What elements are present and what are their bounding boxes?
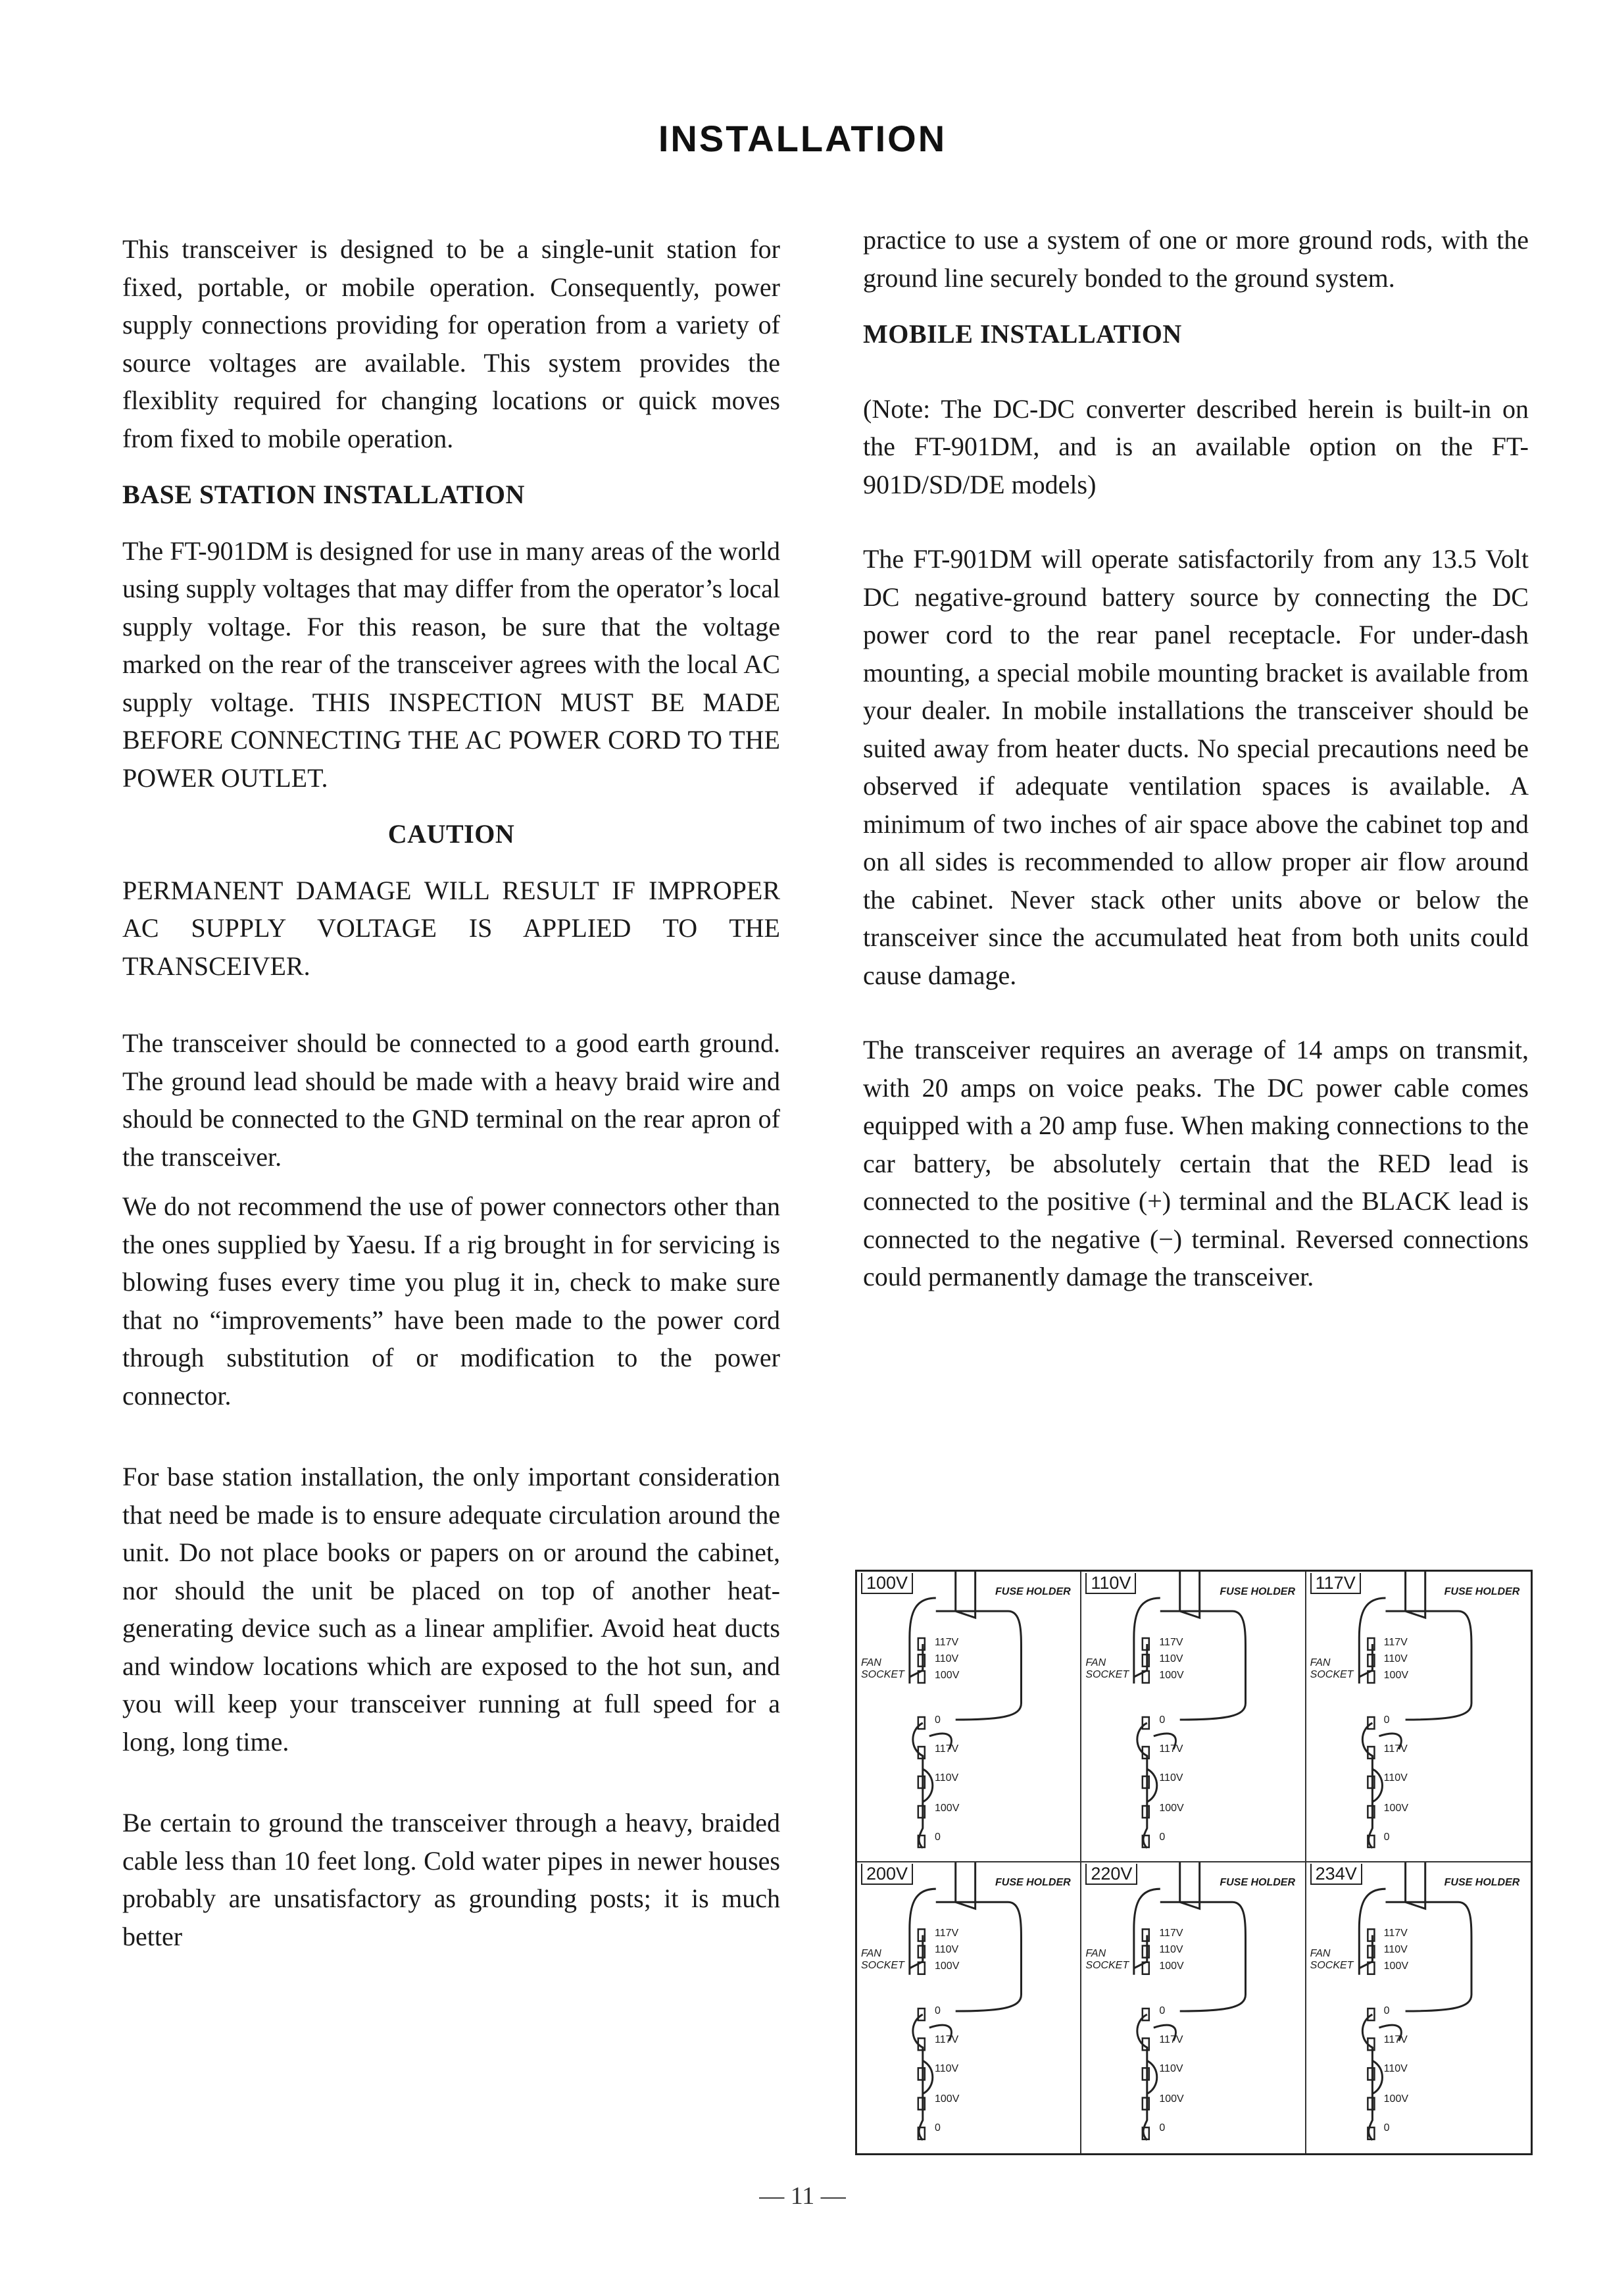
tap-label: 100V [935, 1803, 960, 1814]
tap-label: 117V [1383, 1637, 1408, 1648]
wiring-sketch [857, 1862, 1080, 2153]
circulation-paragraph: For base station installation, the only important consideration that need be made is to ensure adequate circulation around the unit. Do not place books or papers on or around the cabinet, nor should the unit be placed on top of another heat-generating device such as a linear amplifier. Avoid heat ducts and window locations which are exposed to the hot sun, and you will keep your transceiver running at full speed for a long, long time. [122, 1462, 780, 1757]
wiring-sketch [1306, 1572, 1531, 1861]
current-requirements-paragraph: The transceiver requires an average of 14 amps on transmit, with 20 amps on voice peaks. The DC power cable comes equipped with a 20 amp fuse. When making connections to the car battery, be absolutely certain that the RED lead is connected to the positive (+) terminal and the BLACK lead is connected to the negative (−) terminal. Reversed connections could permanently damage the transceiver. [863, 1035, 1529, 1291]
tap-label: 100V [935, 1960, 960, 1972]
fan-socket-label: FAN SOCKET [1085, 1657, 1129, 1680]
tap-terminal [1143, 1929, 1149, 1941]
fan-socket-label: FAN SOCKET [861, 1657, 904, 1680]
tap-terminal [1143, 2068, 1149, 2080]
mobile-installation-heading: MOBILE INSTALLATION [863, 319, 1182, 349]
tap-label: 110V [1383, 1653, 1408, 1664]
wire-3 [1134, 1644, 1147, 1677]
tap-label: 110V [1159, 1772, 1183, 1784]
tap-terminal [1143, 1776, 1149, 1788]
wiring-panel-100v [857, 1572, 1081, 1862]
fan-socket-label: FAN SOCKET [1310, 1948, 1354, 1971]
tap-terminal [1143, 2098, 1149, 2110]
tap-label: 110V [1159, 1653, 1183, 1664]
tap-label: 0 [935, 2122, 941, 2134]
ground-paragraph: The transceiver should be connected to a good earth ground. The ground lead should be made with a heavy braid wire and should be connected to the GND terminal on the rear apron of the transceiver. [122, 1028, 780, 1172]
tap-label: 0 [1383, 2122, 1390, 2134]
caution-heading: CAUTION [387, 819, 515, 849]
tap-label: 0 [1159, 1714, 1166, 1726]
tap-label: 110V [1383, 1944, 1408, 1955]
fan-socket-label: FAN SOCKET [1085, 1948, 1129, 1971]
tap-label: 0 [1159, 1832, 1166, 1843]
tap-label: 117V [935, 1928, 959, 1939]
tap-label: 0 [1159, 2122, 1166, 2134]
tap-label: 110V [935, 1772, 959, 1784]
tap-label: 110V [935, 1944, 959, 1955]
tap-label: 100V [1383, 1670, 1409, 1681]
tap-label: 100V [935, 2093, 960, 2105]
wire-2 [1160, 1611, 1246, 1720]
tap-label: 0 [935, 2005, 941, 2016]
base-station-heading: BASE STATION INSTALLATION [122, 480, 525, 509]
tap-label: 0 [1383, 2005, 1390, 2016]
page-number: — 11 — [759, 2182, 846, 2210]
tap-label: 117V [1159, 1743, 1183, 1755]
tap-label: 100V [1159, 1960, 1184, 1972]
base-station-paragraph: The FT-901DM is designed for use in many areas of the world using supply voltages that may differ from the operator’s local supply voltage. For this reason, be sure that the voltage marked on the rear of the transceiver agrees with the local AC supply voltage. THIS INSPECTION MUST BE MADE BEFORE CONNECTING THE AC POWER CORD TO THE POWER OUTLET. [122, 536, 780, 793]
ground-rods-paragraph: practice to use a system of one or more ground rods, with the ground line securely bonded to the ground system. [863, 225, 1529, 293]
voltage-label: 110V [1085, 1573, 1136, 1594]
wire-3 [1134, 1935, 1147, 1968]
tap-label: 100V [1383, 2093, 1409, 2105]
tap-label: 110V [1159, 2063, 1183, 2074]
wire-2 [1385, 1611, 1471, 1720]
tap-label: 0 [935, 1714, 941, 1726]
fuse-holder-label: FUSE HOLDER [995, 1586, 1071, 1597]
tap-terminal [918, 2098, 925, 2110]
tap-label: 117V [935, 1637, 959, 1648]
tap-label: 100V [1159, 2093, 1184, 2105]
voltage-label: 117V [1310, 1573, 1361, 1594]
wire-2 [1160, 1902, 1246, 2011]
wiring-panel-220v [1081, 1862, 1306, 2153]
tap-label: 100V [1383, 1803, 1409, 1814]
caution-text: PERMANENT DAMAGE WILL RESULT IF IMPROPER AC SUPPLY VOLTAGE IS APPLIED TO THE TRANSCEIVER. [122, 875, 780, 981]
wiring-panel-117v [1306, 1572, 1531, 1862]
tap-terminal [1143, 1638, 1149, 1650]
transformer-tap-diagram [855, 1570, 1533, 2155]
grounding-paragraph: Be certain to ground the transceiver through a heavy, braided cable less than 10 feet long. Cold water pipes in newer houses probably are unsatisfactory as grounding posts; it is much better [122, 1808, 780, 1951]
tap-terminal [918, 1638, 925, 1650]
tap-terminal [918, 1946, 925, 1958]
wiring-sketch [1081, 1862, 1304, 2153]
tap-label: 0 [1383, 1832, 1390, 1843]
fuse-holder-label: FUSE HOLDER [1444, 1877, 1520, 1888]
wiring-sketch [1081, 1572, 1304, 1861]
wiring-sketch [857, 1572, 1080, 1861]
voltage-label: 220V [1085, 1864, 1137, 1885]
tap-label: 110V [1383, 2063, 1408, 2074]
page-title: INSTALLATION [658, 118, 947, 159]
wire-2 [1385, 1902, 1471, 2011]
mobile-operation-paragraph: The FT-901DM will operate satisfactorily from any 13.5 Volt DC negative-ground battery source by connecting the DC power cord to the rear panel receptacle. For under-dash mounting, a special mobile mounting bracket is available from your dealer. In mobile installations the transceiver should be suited away from heater ducts. No special precautions need be observed if adequate ventilation spaces is available. A minimum of two inches of air space above the cabinet top and on all sides is recommended to allow proper air flow around the cabinet. Never stack other units above or below the transceiver since the accumulated heat from both units could cause damage. [863, 544, 1529, 990]
tap-label: 110V [935, 1653, 959, 1664]
voltage-label: 234V [1310, 1864, 1362, 1885]
tap-label: 117V [1383, 1928, 1408, 1939]
tap-label: 117V [1383, 1743, 1408, 1755]
tap-label: 117V [1159, 2034, 1183, 2045]
tap-terminal [918, 1776, 925, 1788]
tap-label: 117V [1383, 2034, 1408, 2045]
tap-label: 100V [935, 1670, 960, 1681]
tap-terminal [1143, 1655, 1149, 1666]
wiring-sketch [1306, 1862, 1531, 2153]
tap-label: 117V [935, 2034, 959, 2045]
tap-label: 100V [1159, 1803, 1184, 1814]
tap-label: 110V [1383, 1772, 1408, 1784]
left-column [122, 230, 780, 1955]
right-column [863, 221, 1529, 1296]
wire-2 [936, 1611, 1022, 1720]
fuse-holder-label: FUSE HOLDER [1220, 1586, 1295, 1597]
wiring-panel-234v [1306, 1862, 1531, 2153]
fuse-holder-label: FUSE HOLDER [1220, 1877, 1295, 1888]
wire-2 [936, 1902, 1022, 2011]
tap-label: 110V [935, 2063, 959, 2074]
fan-socket-label: FAN SOCKET [861, 1948, 904, 1971]
tap-terminal [1143, 1946, 1149, 1958]
wire-3 [910, 1644, 923, 1677]
tap-label: 100V [1383, 1960, 1409, 1972]
tap-terminal [918, 1806, 925, 1818]
tap-label: 117V [1159, 1928, 1183, 1939]
tap-label: 117V [935, 1743, 959, 1755]
fan-socket-label: FAN SOCKET [1310, 1657, 1354, 1680]
wiring-panel-110v [1081, 1572, 1306, 1862]
tap-label: 117V [1159, 1637, 1183, 1648]
tap-terminal [918, 2068, 925, 2080]
tap-label: 0 [1159, 2005, 1166, 2016]
wire-3 [1359, 1935, 1372, 1968]
wiring-panel-200v [857, 1862, 1081, 2153]
voltage-label: 100V [861, 1573, 913, 1594]
dc-converter-note: (Note: The DC-DC converter described herein is built-in on the FT-901DM, and is an available option on the FT-901D/SD/DE models) [863, 393, 1529, 499]
wire-3 [910, 1935, 923, 1968]
fuse-holder-label: FUSE HOLDER [995, 1877, 1071, 1888]
intro-paragraph: This transceiver is designed to be a single-unit station for fixed, portable, or mobile operation. Consequently, power supply connections providing for operation from a variety of source voltages are available. This system provides the flexiblity required for changing locations or quick moves from fixed to mobile operation. [122, 234, 780, 453]
wire-3 [1359, 1644, 1372, 1677]
tap-terminal [918, 1929, 925, 1941]
tap-label: 0 [935, 1832, 941, 1843]
voltage-label: 200V [861, 1864, 913, 1885]
tap-label: 0 [1383, 1714, 1390, 1726]
power-connector-paragraph: We do not recommend the use of power connectors other than the ones supplied by Yaesu. If a rig brought in for servicing is blowing fuses every time you plug it in, check to make sure that no “improvements” have been made to the power cord through substitution of or modification to the power connector. [122, 1191, 780, 1410]
fuse-holder-label: FUSE HOLDER [1444, 1586, 1520, 1597]
tap-terminal [918, 1655, 925, 1666]
tap-terminal [1143, 1806, 1149, 1818]
tap-label: 110V [1159, 1944, 1183, 1955]
tap-label: 100V [1159, 1670, 1184, 1681]
